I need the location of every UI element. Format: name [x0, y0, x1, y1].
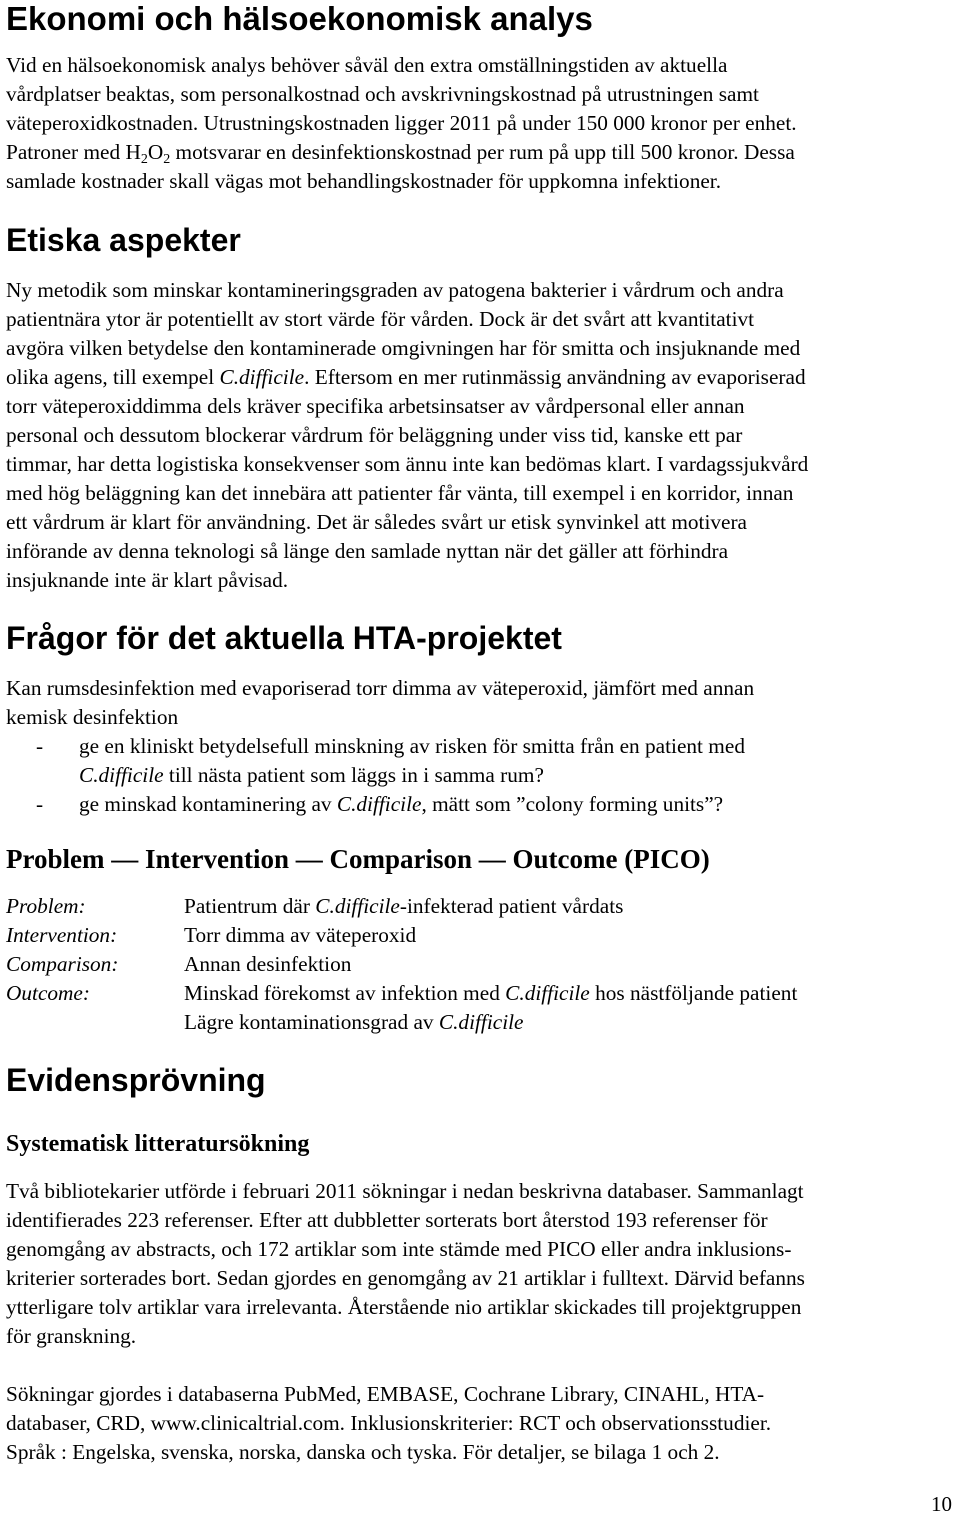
- pico-label: Comparison:: [6, 952, 119, 976]
- text-line: Sökningar gjordes i databaserna PubMed, EMBASE, Cochrane Library, CINAHL, HTA-: [6, 1382, 765, 1406]
- text-line: insjuknande inte är klart påvisad.: [6, 568, 289, 592]
- bullet-dash: -: [36, 734, 44, 758]
- text-line: Språk : Engelska, svenska, norska, danska och tyska. För detaljer, se bilaga 1 och 2.: [6, 1440, 720, 1464]
- text-line: ytterligare tolv artiklar vara irrelevanta. Återstående nio artiklar skickades till projektgruppen: [6, 1295, 802, 1319]
- text-line: kemisk desinfektion: [6, 705, 179, 729]
- page-number: 10: [931, 1492, 952, 1516]
- heading-fragor: Frågor för det aktuella HTA-projektet: [6, 620, 562, 656]
- text-line: genomgång av abstracts, och 172 artiklar som inte stämde med PICO eller andra inklusions-: [6, 1237, 792, 1261]
- paragraph-ekonomi: [6, 51, 952, 196]
- pico-value: Lägre kontaminationsgrad av C.difficile: [184, 1010, 524, 1034]
- text-line: Patroner med $H_2O_2$ motsvarar en desinfektionskostnad per rum på upp till 500 kronor. Dessa: [6, 140, 795, 167]
- subheading-litteratursokning: Systematisk litteratursökning: [6, 1131, 310, 1157]
- text-line: samlade kostnader skall vägas mot behandlingskostnader för uppkomna infektioner.: [6, 169, 722, 193]
- pico-label: Problem:: [6, 894, 86, 918]
- bullet-item: [79, 732, 949, 790]
- text-line: databaser, CRD, www.clinicaltrial.com. Inklusionskriterier: RCT och observationsstudier.: [6, 1411, 772, 1435]
- heading-pico: Problem — Intervention — Comparison — Outcome (PICO): [6, 844, 710, 874]
- paragraph-evidens-1: [6, 1177, 952, 1351]
- text-line: avgöra vilken betydelse den kontaminerade omgivningen har för smitta och insjuknande med: [6, 336, 801, 360]
- bullet-dash: -: [36, 792, 44, 816]
- bullet-item: [79, 790, 949, 819]
- pico-value: Annan desinfektion: [184, 952, 352, 976]
- heading-etiska: Etiska aspekter: [6, 222, 241, 258]
- text-line: för granskning.: [6, 1324, 137, 1348]
- text-line: C.difficile till nästa patient som läggs in i samma rum?: [79, 763, 544, 787]
- text-line: ge minskad kontaminering av C.difficile, mätt som ”colony forming units”?: [79, 792, 724, 816]
- text-line: ett vårdrum är klart för användning. Det är således svårt ur etisk synvinkel att motivera: [6, 510, 748, 534]
- text-line: timmar, har detta logistiska konsekvenser som ännu inte kan bedömas klart. I vardagssjukvård: [6, 452, 809, 476]
- pico-value: Minskad förekomst av infektion med C.difficile hos nästföljande patient: [184, 981, 798, 1005]
- text-line: Ny metodik som minskar kontamineringsgraden av patogena bakterier i vårdrum och andra: [6, 278, 784, 302]
- text-line: Kan rumsdesinfektion med evaporiserad torr dimma av väteperoxid, jämfört med annan: [6, 676, 755, 700]
- text-line: personal och dessutom blockerar vårdrum för beläggning under viss tid, kanske ett par: [6, 423, 743, 447]
- text-line: med hög beläggning kan det innebära att patienter får vänta, till exempel i en korridor, innan: [6, 481, 794, 505]
- pico-label: Outcome:: [6, 981, 90, 1005]
- text-line: Två bibliotekarier utförde i februari 2011 sökningar i nedan beskrivna databaser. Sammanlagt: [6, 1179, 804, 1203]
- text-line: kriterier sorterades bort. Sedan gjordes en genomgång av 21 artiklar i fulltext. Därvid befanns: [6, 1266, 805, 1290]
- pico-value: Patientrum där C.difficile-infekterad patient vårdats: [184, 894, 624, 918]
- text-line: torr väteperoxiddimma dels kräver specifika arbetsinsatser av vårdpersonal eller annan: [6, 394, 745, 418]
- paragraph-evidens-2: [6, 1380, 952, 1467]
- paragraph-fragor: [6, 674, 952, 732]
- heading-ekonomi: Ekonomi och hälsoekonomisk analys: [6, 0, 593, 37]
- heading-evidens: Evidensprövning: [6, 1062, 266, 1098]
- paragraph-etiska: [6, 276, 952, 595]
- pico-value: Torr dimma av väteperoxid: [184, 923, 417, 947]
- pico-label: Intervention:: [6, 923, 118, 947]
- text-line: identifierades 223 referenser. Efter att dubbletter sorterats bort återstod 193 referenser för: [6, 1208, 768, 1232]
- text-line: olika agens, till exempel C.difficile. Eftersom en mer rutinmässig användning av evaporiserad: [6, 365, 806, 389]
- text-line: ge en kliniskt betydelsefull minskning av risken för smitta från en patient med: [79, 734, 745, 758]
- text-line: Vid en hälsoekonomisk analys behöver såväl den extra omställningstiden av aktuella: [6, 53, 728, 77]
- text-line: införande av denna teknologi så länge den samlade nyttan när det gäller att förhindra: [6, 539, 729, 563]
- text-line: vårdplatser beaktas, som personalkostnad och avskrivningskostnad på utrustningen samt: [6, 82, 759, 106]
- text-line: väteperoxidkostnaden. Utrustningskostnaden ligger 2011 på under 150 000 kronor per enhet.: [6, 111, 797, 135]
- text-line: patientnära ytor är potentiellt av stort värde för vården. Dock är det svårt att kvantitativt: [6, 307, 755, 331]
